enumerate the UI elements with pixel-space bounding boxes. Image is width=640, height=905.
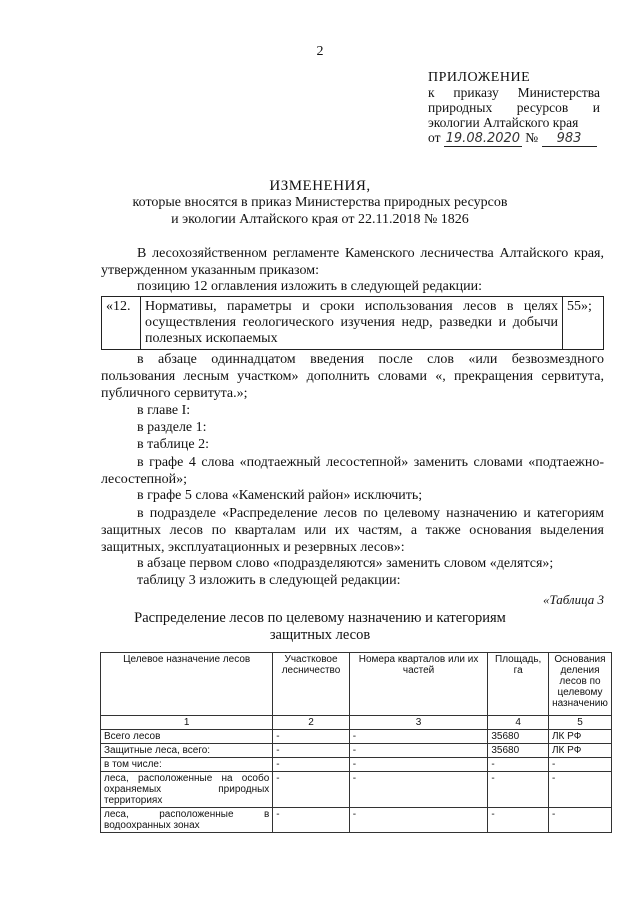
header-quarters: Номера кварталов или их частей bbox=[349, 653, 488, 716]
header-purpose: Целевое назначение лесов bbox=[101, 653, 273, 716]
appendix-title: ПРИЛОЖЕНИЕ bbox=[428, 70, 531, 85]
paragraph-table3: таблицу 3 изложить в следующей редакции: bbox=[137, 573, 401, 588]
toc-table bbox=[101, 296, 604, 350]
forest-distribution-table bbox=[100, 652, 612, 833]
paragraph-column4: в графе 4 слова «подтаежный лесостепной» заменить словами «подтаежно-лесостепной»; bbox=[101, 455, 604, 487]
table-reference: «Таблица 3 bbox=[542, 592, 604, 607]
appendix-line-2: природных ресурсов и bbox=[428, 100, 600, 115]
toc-row bbox=[102, 297, 604, 350]
header-area: Площадь, га bbox=[488, 653, 549, 716]
header-district: Участковое лесничество bbox=[273, 653, 349, 716]
paragraph-toc: позицию 12 оглавления изложить в следующей редакции: bbox=[137, 279, 483, 294]
document-subtitle-2: и экологии Алтайского края от 22.11.2018 № 1826 bbox=[171, 212, 469, 227]
table-title-2: защитных лесов bbox=[269, 627, 371, 643]
appendix-line-1: к приказу Министерства bbox=[428, 85, 600, 100]
paragraph-column5: в графе 5 слова «Каменский район» исключить; bbox=[137, 488, 423, 503]
document-title: ИЗМЕНЕНИЯ, bbox=[269, 178, 371, 194]
appendix-block bbox=[428, 70, 600, 147]
table-row: леса, расположенные на особо охраняемых природных территориях - - - - bbox=[101, 772, 612, 808]
appendix-line-3: экологии Алтайского края bbox=[428, 115, 579, 130]
paragraph-introduction-amend: в абзаце одиннадцатом введения после слов «или безвозмездного пользования лесным участком» дополнить словами «, прекращения сервитута, публичного сервитута.»; bbox=[101, 352, 604, 401]
page-number: 2 bbox=[316, 44, 324, 59]
table-colnum-row: 1 2 3 4 5 bbox=[101, 716, 612, 730]
paragraph-chapter: в главе I: bbox=[137, 403, 191, 418]
paragraph-intro: В лесохозяйственном регламенте Каменского лесничества Алтайского края, утвержденном указанным приказом: bbox=[101, 246, 604, 278]
paragraph-table2: в таблице 2: bbox=[137, 437, 209, 452]
toc-text: Нормативы, параметры и сроки использования лесов в целях осуществления геологического изучения недр, разведки и добычи полезных ископаемых bbox=[141, 297, 563, 350]
document-subtitle-1: которые вносятся в приказ Министерства природных ресурсов bbox=[132, 195, 508, 210]
paragraph-section: в разделе 1: bbox=[137, 420, 207, 435]
handwritten-number: 983 bbox=[556, 131, 582, 146]
table-row: в том числе: - - - - bbox=[101, 758, 612, 772]
table-header-row bbox=[101, 653, 612, 716]
paragraph-first-para: в абзаце первом слово «подразделяются» заменить словом «делятся»; bbox=[137, 556, 554, 571]
handwritten-date: 19.08.2020 bbox=[445, 131, 521, 146]
toc-number: «12. bbox=[102, 297, 141, 350]
table-title-1: Распределение лесов по целевому назначению и категориям bbox=[134, 610, 506, 626]
table-row: Защитные леса, всего: - - 35680 ЛК РФ bbox=[101, 744, 612, 758]
paragraph-subsection: в подразделе «Распределение лесов по целевому назначению и категориям защитных лесов по кварталам или их частям, а также основания выделения защитных, эксплуатационных и резервных лесов»: bbox=[101, 506, 604, 555]
table-row: Всего лесов - - 35680 ЛК РФ bbox=[101, 730, 612, 744]
toc-page: 55»; bbox=[563, 297, 604, 350]
table-row: леса, расположенные в водоохранных зонах - - - - bbox=[101, 808, 612, 833]
appendix-date-line: от 19.08.2020 № 983 bbox=[428, 130, 600, 147]
header-basis: Основания деления лесов по целевому назначению bbox=[548, 653, 611, 716]
